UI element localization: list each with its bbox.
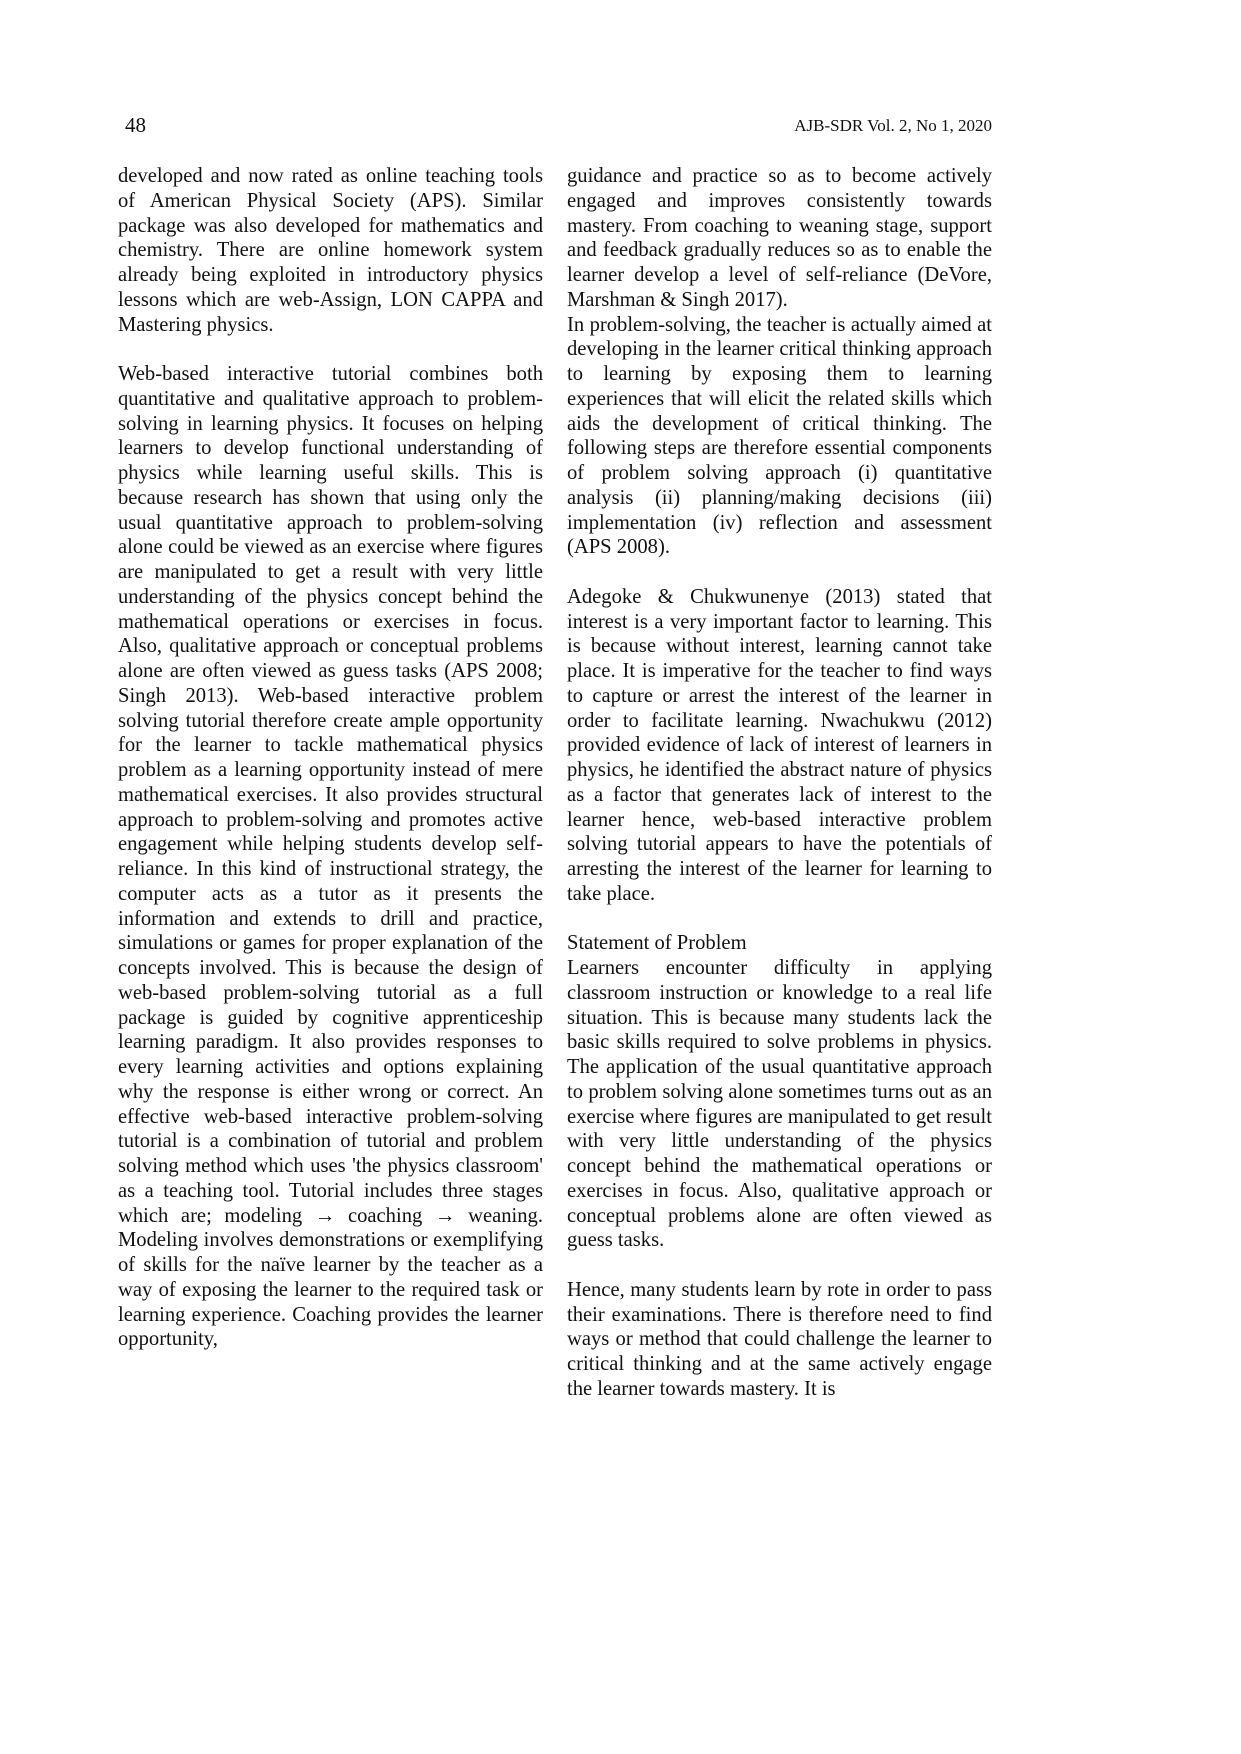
paragraph-learner-difficulty: Learners encounter difficulty in applying classroom instruction or knowledge to a real life situation. This is because many students lack the basic skills required to solve problems in physics. The application of the usual quantitative approach to problem solving alone sometimes turns out as an exercise where figures are manipulated to get result with very little understanding of the physics concept behind the mathematical operations or exercises in focus. Also, qualitative approach or conceptual problems alone are often viewed as guess tasks. xyxy=(567,957,992,1252)
paragraph-web-based-tutorial: Web-based interactive tutorial combines both quantitative and qualitative approach to problem-solving in learning physics. It focuses on helping learners to develop functional understanding of physics while learning useful skills. This is because research has shown that using only the usual quantitative approach to problem-solving alone could be viewed as an exercise where figures are manipulated to get a result with very little understanding of the physics concept behind the mathematical operations or exercises in focus. Also, qualitative approach or conceptual problems alone are often viewed as guess tasks (APS 2008; Singh 2013). Web-based interactive problem solving tutorial therefore create ample opportunity for the learner to tackle mathematical physics problem as a learning opportunity instead of mere mathematical exercises. It also provides structural approach to problem-solving and promotes active engagement while helping students develop self-reliance. In this kind of instructional strategy, the computer acts as a tutor as it presents the information and extends to drill and practice, simulations or games for proper explanation of the concepts involved. This is because the design of web-based problem-solving tutorial as a full package is guided by cognitive apprenticeship learning paradigm. It also provides responses to every learning activities and options explaining why the response is either wrong or correct. An effective web-based interactive problem-solving tutorial is a combination of tutorial and problem solving method which uses 'the physics classroom' as a teaching tool. Tutorial includes three stages which are; modeling → coaching → weaning. Modeling involves demonstrations or exemplifying of skills for the naïve learner by the teacher as a way of exposing the learner to the required task or learning experience. Coaching provides the learner opportunity, xyxy=(118,363,543,1351)
left-column xyxy=(118,164,543,1352)
section-heading-statement-of-problem: Statement of Problem xyxy=(567,932,747,955)
paragraph-problem-solving-steps: In problem-solving, the teacher is actually aimed at developing in the learner critical thinking approach to learning by exposing them to learning experiences that will elicit the related skills which aids the development of critical thinking. The following steps are therefore essential components of problem solving approach (i) quantitative analysis (ii) planning/making decisions (iii) implementation (iv) reflection and assessment (APS 2008). xyxy=(567,313,992,559)
paragraph-guidance-practice: guidance and practice so as to become actively engaged and improves consistently towards mastery. From coaching to weaning stage, support and feedback gradually reduces so as to enable the learner develop a level of self-reliance (DeVore, Marshman & Singh 2017). xyxy=(567,165,992,311)
journal-reference: AJB-SDR Vol. 2, No 1, 2020 xyxy=(794,116,992,135)
paragraph-interest-learning: Adegoke & Chukwunenye (2013) stated that interest is a very important factor to learning. This is because without interest, learning cannot take place. It is imperative for the teacher to find ways to capture or arrest the interest of the learner in order to facilitate learning. Nwachukwu (2012) provided evidence of lack of interest of learners in physics, he identified the abstract nature of physics as a factor that generates lack of interest to the learner hence, web-based interactive problem solving tutorial appears to have the potentials of arresting the interest of the learner for learning to take place. xyxy=(567,585,992,905)
right-column xyxy=(567,164,992,1402)
page-number: 48 xyxy=(125,113,146,137)
paragraph-rote-learning: Hence, many students learn by rote in order to pass their examinations. There is therefore need to find ways or method that could challenge the learner to critical thinking and at the same actively engage the learner towards mastery. It is xyxy=(567,1278,992,1400)
page-header xyxy=(118,112,992,140)
paragraph-online-tools: developed and now rated as online teaching tools of American Physical Society (APS). Similar package was also developed for mathematics and chemistry. There are online homework system already being exploited in introductory physics lessons which are web-Assign, LON CAPPA and Mastering physics. xyxy=(118,165,543,336)
